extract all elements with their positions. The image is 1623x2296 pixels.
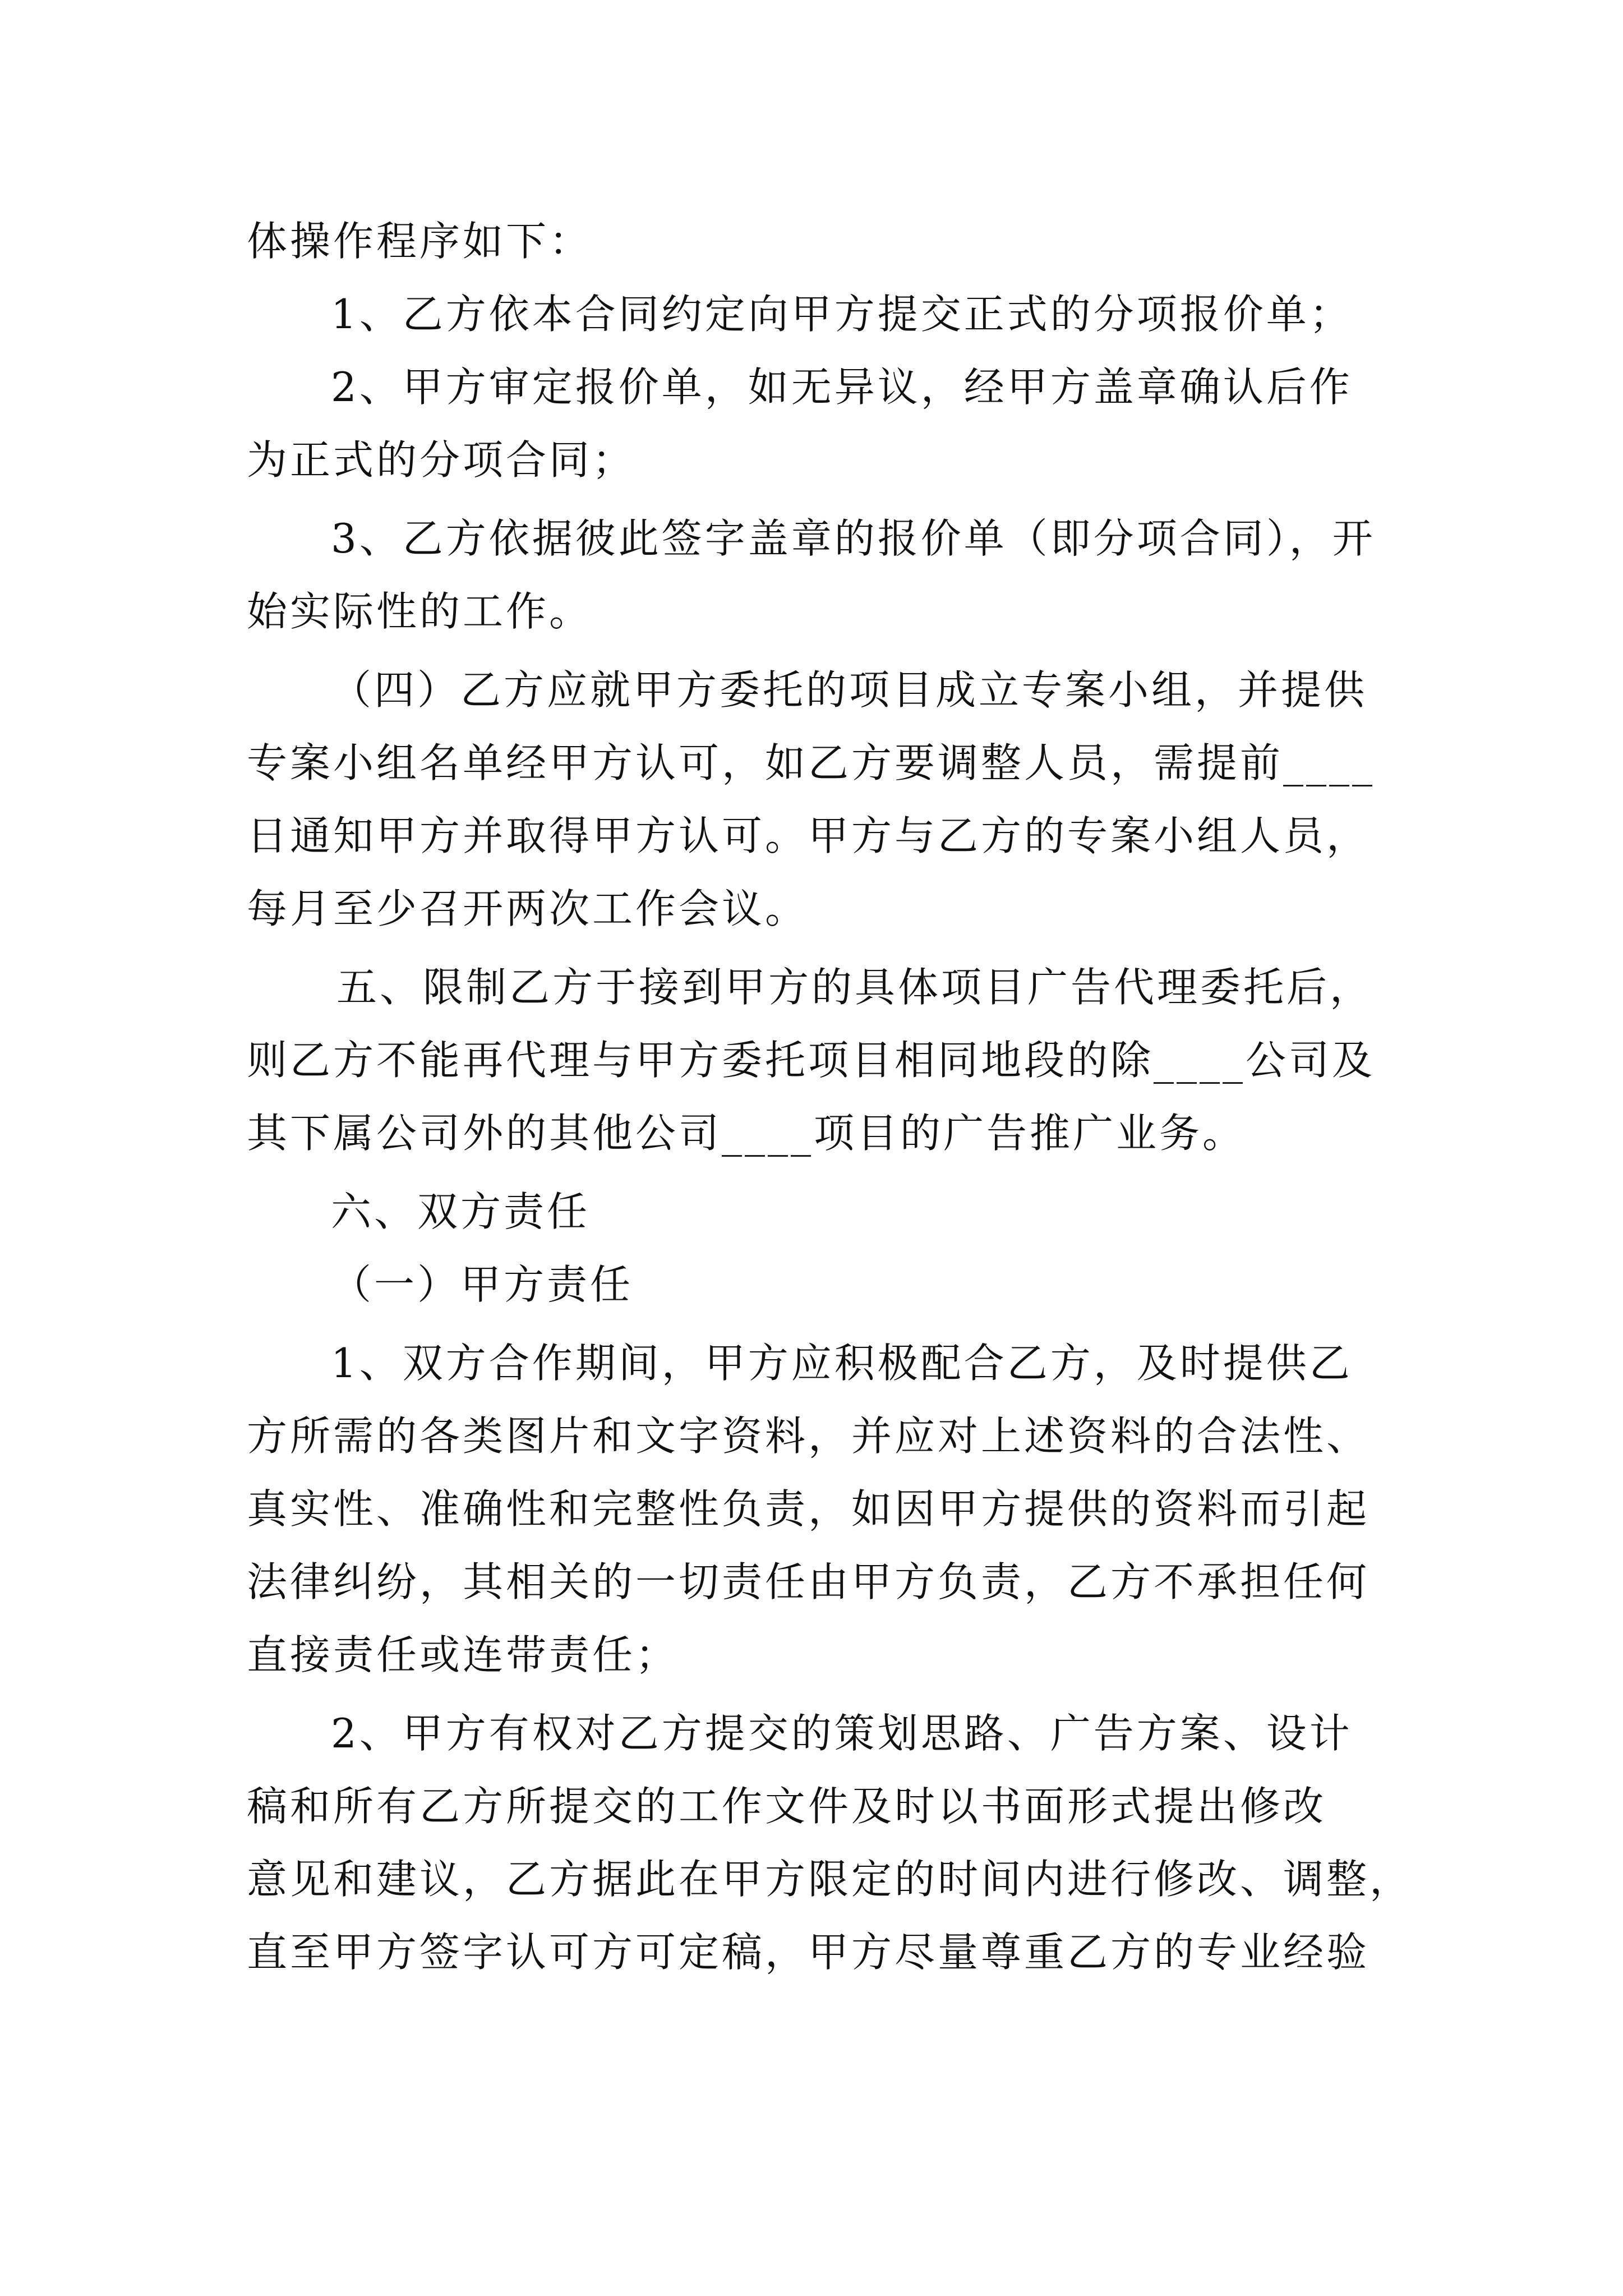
paragraph-line-22: 稿和所有乙方所提交的工作文件及时以书面形式提出修改 (247, 1783, 1327, 1830)
paragraph-line-10: 每月至少召开两次工作会议。 (247, 885, 809, 932)
subsection-heading-party-a: （一）甲方责任 (331, 1261, 634, 1308)
paragraph-line-7: （四）乙方应就甲方委托的项目成立专案小组，并提供 (331, 666, 1368, 714)
paragraph-line-18: 真实性、准确性和完整性负责，如因甲方提供的资料而引起 (247, 1485, 1370, 1533)
paragraph-line-21: 2、甲方有权对乙方提交的策划思路、广告方案、设计 (331, 1710, 1353, 1757)
paragraph-line-19: 法律纠纷，其相关的一切责任由甲方负责，乙方不承担任何 (247, 1558, 1370, 1605)
paragraph-line-12: 则乙方不能再代理与甲方委托项目相同地段的除____公司及 (247, 1037, 1376, 1084)
paragraph-line-1: 体操作程序如下： (247, 218, 593, 265)
paragraph-line-20: 直接责任或连带责任； (247, 1631, 679, 1678)
paragraph-line-5: 3、乙方依据彼此签字盖章的报价单（即分项合同），开 (331, 515, 1376, 562)
section-heading-responsibilities: 六、双方责任 (331, 1188, 591, 1235)
paragraph-line-16: 1、双方合作期间，甲方应积极配合乙方，及时提供乙 (331, 1340, 1353, 1387)
paragraph-line-17: 方所需的各类图片和文字资料，并应对上述资料的合法性、 (247, 1412, 1370, 1460)
paragraph-line-3: 2、甲方审定报价单，如无异议，经甲方盖章确认后作 (331, 364, 1353, 411)
paragraph-line-11: 五、限制乙方于接到甲方的具体项目广告代理委托后， (336, 964, 1373, 1011)
paragraph-line-9: 日通知甲方并取得甲方认可。甲方与乙方的专案小组人员， (247, 812, 1370, 859)
paragraph-line-24: 直至甲方签字认可方可定稿，甲方尽量尊重乙方的专业经验 (247, 1929, 1370, 1976)
paragraph-line-4: 为正式的分项合同； (247, 436, 636, 484)
paragraph-line-23: 意见和建议，乙方据此在甲方限定的时间内进行修改、调整， (247, 1856, 1413, 1903)
paragraph-line-6: 始实际性的工作。 (247, 588, 593, 635)
paragraph-line-13: 其下属公司外的其他公司____项目的广告推广业务。 (247, 1110, 1246, 1157)
paragraph-line-2: 1、乙方依本合同约定向甲方提交正式的分项报价单； (331, 291, 1353, 338)
paragraph-line-8: 专案小组名单经甲方认可，如乙方要调整人员，需提前____ (247, 739, 1376, 786)
